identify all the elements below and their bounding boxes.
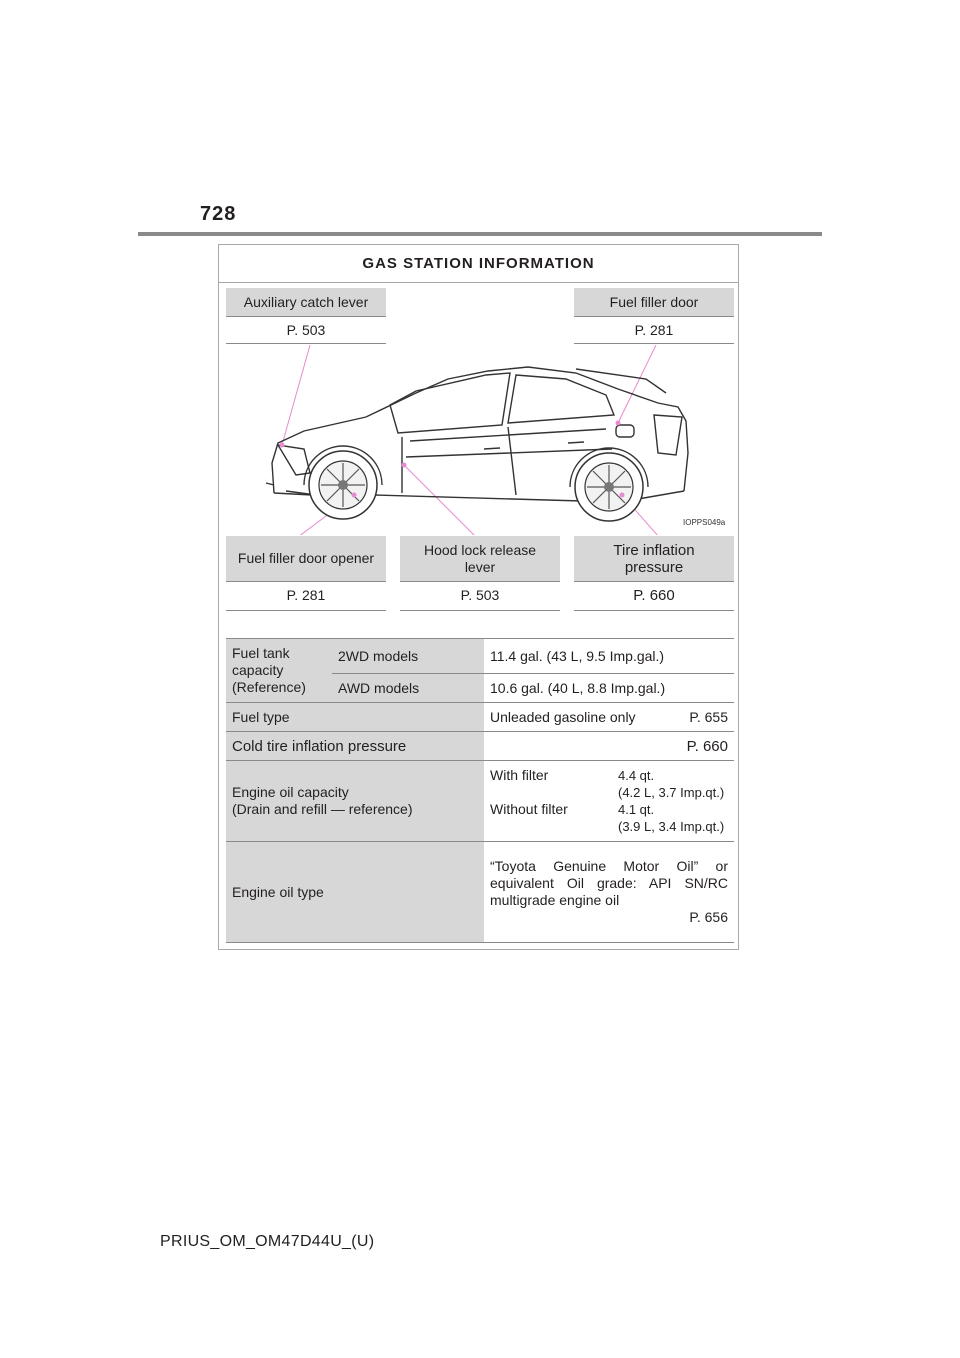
fuel-type-label: Fuel type <box>226 703 484 732</box>
callout-auxiliary-catch-lever-page[interactable]: P. 503 <box>226 322 386 344</box>
model-2wd: 2WD models <box>332 639 484 674</box>
without-filter-value: 4.1 qt. <box>618 802 655 817</box>
oil-capacity-values <box>484 761 734 842</box>
tire-pressure-label: Cold tire inflation pressure <box>226 732 484 761</box>
front-wheel <box>304 446 382 519</box>
callout-fuel-filler-door-page[interactable]: P. 281 <box>574 322 734 344</box>
callout-auxiliary-catch-lever: Auxiliary catch lever <box>226 288 386 317</box>
callout-fuel-filler-door-opener-page[interactable]: P. 281 <box>226 587 386 611</box>
callout-tire-inflation-pressure: Tire inflation pressure <box>574 536 734 582</box>
car-illustration <box>226 345 736 535</box>
table-row <box>226 703 734 732</box>
panel-title: GAS STATION INFORMATION <box>219 245 738 283</box>
callout-fuel-filler-door: Fuel filler door <box>574 288 734 317</box>
value-2wd: 11.4 gal. (43 L, 9.5 Imp.gal.) <box>484 639 734 674</box>
fuel-type-value: Unleaded gasoline only <box>490 708 636 725</box>
fuel-type-page-link[interactable]: P. 655 <box>689 708 728 725</box>
footer-code: PRIUS_OM_OM47D44U_(U) <box>160 1233 375 1250</box>
with-filter-label: With filter <box>490 767 549 783</box>
oil-capacity-label <box>226 761 484 842</box>
fuel-tank-label: Fuel tank capacity (Reference) <box>226 639 332 703</box>
page-number: 728 <box>200 203 237 225</box>
oil-type-cell <box>484 842 734 943</box>
with-filter-metric: (4.2 L, 3.7 Imp.qt.) <box>618 785 725 800</box>
value-awd: 10.6 gal. (40 L, 8.8 Imp.gal.) <box>484 674 734 703</box>
spec-table <box>226 638 734 943</box>
callout-hood-lock-release-lever-page[interactable]: P. 503 <box>400 587 560 611</box>
model-awd: AWD models <box>332 674 484 703</box>
table-row <box>226 761 734 842</box>
oil-capacity-label-line1: Engine oil capacity <box>232 784 349 800</box>
oil-capacity-label-line2: (Drain and refill — reference) <box>232 801 413 817</box>
tire-pressure-page-link[interactable]: P. 660 <box>484 732 734 761</box>
table-row <box>226 842 734 943</box>
callout-fuel-filler-door-opener: Fuel filler door opener <box>226 536 386 582</box>
without-filter-label: Without filter <box>490 801 568 817</box>
header-rule <box>138 232 822 236</box>
rear-wheel <box>570 448 648 521</box>
figure-code: IOPPS049a <box>683 518 726 527</box>
with-filter-value: 4.4 qt. <box>618 768 655 783</box>
fuel-type-cell <box>484 703 734 732</box>
oil-type-label: Engine oil type <box>226 842 484 943</box>
table-row <box>226 732 734 761</box>
table-row <box>226 639 734 674</box>
callout-tire-inflation-pressure-page[interactable]: P. 660 <box>574 587 734 611</box>
without-filter-metric: (3.9 L, 3.4 Imp.qt.) <box>618 819 725 834</box>
oil-type-page-link[interactable]: P. 656 <box>689 909 728 925</box>
callout-hood-lock-release-lever: Hood lock release lever <box>400 536 560 582</box>
oil-type-value: “Toyota Genuine Motor Oil” or equivalent Oil grade: API SN/RC multigrade engine oil <box>490 858 728 908</box>
